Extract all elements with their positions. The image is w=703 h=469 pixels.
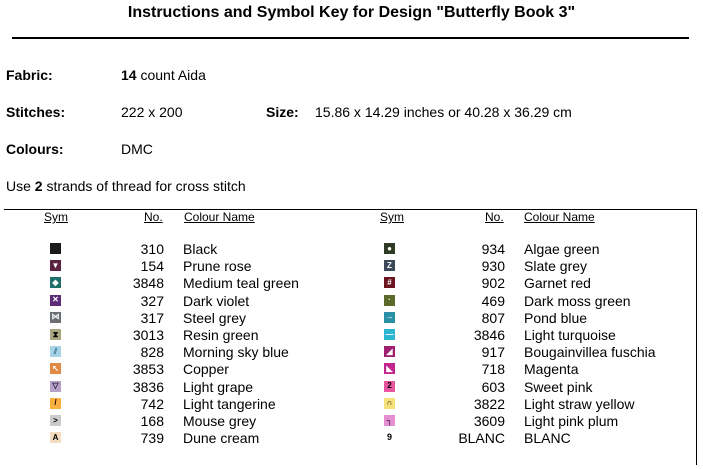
stitch-symbol-icon: 2 bbox=[384, 381, 395, 392]
colour-name: Light straw yellow bbox=[524, 395, 635, 412]
colour-name: Algae green bbox=[524, 241, 600, 257]
colour-name: Magenta bbox=[524, 361, 579, 378]
dmc-number: 168 bbox=[140, 413, 164, 429]
colour-name: Morning sky blue bbox=[183, 344, 289, 361]
stitch-symbol-icon: ◆ bbox=[50, 277, 61, 288]
stitch-symbol-icon: ◣ bbox=[384, 363, 395, 374]
stitch-symbol-icon: A bbox=[50, 432, 61, 443]
key-row bbox=[0, 275, 703, 292]
colour-name: Slate grey bbox=[524, 258, 588, 275]
dmc-number: 930 bbox=[481, 258, 505, 275]
colour-name: Dune cream bbox=[183, 430, 260, 447]
stitch-symbol-icon: ↖ bbox=[50, 363, 61, 374]
dmc-number: 3822 bbox=[473, 395, 505, 412]
stitch-symbol-icon: ▼ bbox=[51, 260, 60, 270]
dmc-number: 3609 bbox=[473, 413, 505, 429]
colour-name: Garnet red bbox=[524, 275, 591, 292]
size-value: 15.86 x 14.29 inches or 40.28 x 36.29 cm bbox=[315, 104, 572, 120]
dmc-number: 603 bbox=[481, 378, 505, 395]
colour-name: Prune rose bbox=[183, 258, 252, 275]
colour-name: Mouse grey bbox=[183, 413, 257, 429]
stitch-symbol-icon: ● bbox=[384, 243, 395, 254]
thread-instruction-prefix: Use bbox=[6, 178, 31, 194]
stitches-value: 222 x 200 bbox=[121, 104, 183, 120]
dmc-number: 739 bbox=[140, 430, 164, 447]
key-row bbox=[0, 396, 703, 413]
right-no-header: No. bbox=[485, 210, 504, 224]
colour-name: BLANC bbox=[524, 430, 571, 447]
key-row bbox=[0, 327, 703, 344]
stitch-symbol-icon: ▽ bbox=[50, 381, 61, 392]
stitch-symbol-icon: ⫽ bbox=[50, 346, 61, 357]
stitch-symbol-icon: ◢ bbox=[384, 346, 395, 357]
dmc-number: 3013 bbox=[132, 327, 164, 343]
stitch-symbol-icon: — bbox=[385, 329, 394, 339]
dmc-number: 154 bbox=[140, 258, 164, 275]
key-row bbox=[0, 293, 703, 310]
colour-name: Steel grey bbox=[183, 309, 247, 326]
colour-name: Medium teal green bbox=[183, 275, 299, 292]
right-name-header: Colour Name bbox=[524, 210, 595, 224]
strand-count: 2 bbox=[34, 178, 43, 194]
dmc-number: BLANC bbox=[458, 430, 505, 447]
colour-name: Resin green bbox=[183, 327, 259, 343]
page-title: Instructions and Symbol Key for Design "Butterfly Book 3" bbox=[127, 4, 576, 21]
key-row bbox=[0, 310, 703, 327]
colour-name: Light tangerine bbox=[183, 395, 276, 412]
stitch-symbol-icon: ⋈ bbox=[51, 312, 60, 322]
dmc-number: 310 bbox=[140, 241, 164, 257]
key-row bbox=[0, 430, 703, 447]
dmc-number: 3848 bbox=[132, 275, 164, 292]
colour-name: Light grape bbox=[183, 378, 254, 395]
fabric-count: 14 bbox=[121, 67, 137, 83]
stitch-symbol-icon: ⧗ bbox=[50, 329, 61, 340]
key-row bbox=[0, 379, 703, 396]
stitch-symbol-icon: ∩ bbox=[384, 398, 395, 409]
left-sym-header: Sym bbox=[44, 210, 68, 224]
stitch-symbol-icon: Z bbox=[384, 260, 395, 271]
dmc-number: 742 bbox=[140, 395, 164, 412]
stitches-label: Stitches: bbox=[6, 104, 66, 120]
stitch-symbol-icon: / bbox=[50, 398, 61, 409]
size-label: Size: bbox=[266, 104, 299, 120]
dmc-number: 902 bbox=[481, 275, 505, 292]
key-row bbox=[0, 344, 703, 361]
colour-name: Dark moss green bbox=[524, 292, 631, 309]
left-name-header: Colour Name bbox=[184, 210, 255, 224]
dmc-number: 718 bbox=[481, 361, 505, 378]
colour-name: Dark violet bbox=[183, 292, 250, 309]
fabric-value bbox=[121, 67, 206, 83]
stitch-symbol-icon: > bbox=[50, 415, 61, 426]
fabric-label: Fabric: bbox=[6, 67, 53, 83]
dmc-number: 317 bbox=[140, 309, 164, 326]
colours-label: Colours: bbox=[6, 141, 64, 157]
stitch-symbol-icon: # bbox=[384, 277, 395, 288]
dmc-number: 917 bbox=[481, 344, 505, 361]
fabric-type: count Aida bbox=[140, 67, 206, 83]
colour-name: Light turquoise bbox=[524, 327, 616, 343]
dmc-number: 807 bbox=[481, 309, 505, 326]
thread-instruction bbox=[6, 178, 246, 194]
stitch-symbol-icon: ┐ bbox=[384, 415, 395, 426]
key-row bbox=[0, 258, 703, 275]
colour-name: Pond blue bbox=[524, 309, 588, 326]
key-row bbox=[0, 361, 703, 378]
key-row bbox=[0, 241, 703, 258]
dmc-number: 3846 bbox=[473, 327, 505, 343]
dmc-number: 469 bbox=[481, 292, 505, 309]
title-divider bbox=[12, 37, 689, 39]
dmc-number: 3836 bbox=[132, 378, 164, 395]
stitch-symbol-icon: · bbox=[384, 295, 395, 306]
colour-name: Black bbox=[183, 241, 218, 257]
colour-name: Copper bbox=[183, 361, 229, 378]
stitch-symbol-icon: → bbox=[385, 312, 394, 322]
thread-instruction-suffix: strands of thread for cross stitch bbox=[46, 178, 246, 194]
dmc-number: 934 bbox=[481, 241, 505, 257]
stitch-symbol-icon: ✕ bbox=[50, 295, 61, 306]
stitch-symbol-icon: 9 bbox=[384, 432, 395, 443]
dmc-number: 3853 bbox=[132, 361, 164, 378]
colour-name: Sweet pink bbox=[524, 378, 593, 395]
dmc-number: 828 bbox=[140, 344, 164, 361]
colour-name: Light pink plum bbox=[524, 413, 619, 429]
colour-name: Bougainvillea fuschia bbox=[524, 344, 656, 361]
left-no-header: No. bbox=[144, 210, 163, 224]
dmc-number: 327 bbox=[140, 292, 164, 309]
key-row bbox=[0, 413, 703, 430]
colours-value: DMC bbox=[121, 141, 153, 157]
right-sym-header: Sym bbox=[380, 210, 404, 224]
